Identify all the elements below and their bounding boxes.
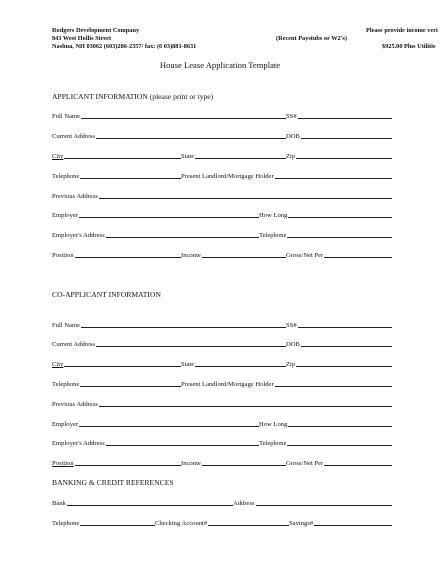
- zip-label: Zip: [286, 153, 296, 160]
- bank-label: Bank: [52, 500, 66, 507]
- page-title: House Lease Application Template: [159, 60, 281, 70]
- employer-telephone-label: Telephone: [259, 232, 287, 239]
- city-label: City: [52, 153, 64, 160]
- co-telephone-label: Telephone: [52, 381, 80, 388]
- banking-row-bank: [52, 498, 392, 507]
- city-field[interactable]: [52, 158, 392, 159]
- bank-address-label: Address: [233, 500, 255, 507]
- ss-label: SS#: [286, 113, 297, 120]
- applicant-row-previous: [52, 191, 392, 200]
- co-landlord-label: Present Landlord/Mortgage Holder: [181, 381, 274, 388]
- co-ss-label: SS#: [286, 322, 297, 329]
- co-employer-label: Employer: [52, 421, 79, 428]
- co-current-address-label: Current Address: [52, 341, 96, 348]
- bank-telephone-field[interactable]: [52, 525, 392, 526]
- coapplicant-row-address: [52, 339, 392, 348]
- coapplicant-row-previous: [52, 399, 392, 408]
- co-full-name-field[interactable]: [52, 327, 392, 328]
- co-dob-label: DOB: [286, 341, 300, 348]
- gross-net-label: Gross/Net Per: [286, 252, 324, 259]
- company-city-phone: Nashua, NH 03062 (603)286-2357/ fax: (6 03)881-8631: [52, 43, 197, 50]
- co-position-label: Position: [52, 460, 74, 467]
- position-field[interactable]: [52, 257, 392, 258]
- applicant-row-city: [52, 151, 392, 160]
- employer-field[interactable]: [52, 217, 392, 218]
- applicant-row-employer: [52, 210, 392, 219]
- coapplicant-row-employer: [52, 419, 392, 428]
- bank-field[interactable]: [52, 505, 392, 506]
- company-name: Rodgers Development Company: [52, 27, 140, 34]
- coapplicant-heading: CO-APPLICANT INFORMATION: [52, 290, 161, 299]
- employer-label: Employer: [52, 212, 79, 219]
- co-city-field[interactable]: [52, 366, 392, 367]
- landlord-label: Present Landlord/Mortgage Holder: [181, 173, 274, 180]
- co-employer-field[interactable]: [52, 426, 392, 427]
- current-address-field[interactable]: [52, 138, 392, 139]
- current-address-label: Current Address: [52, 133, 96, 140]
- co-gross-net-label: Gross/Net Per: [286, 460, 324, 467]
- previous-address-label: Previous Address: [52, 193, 98, 200]
- coapplicant-row-telephone: [52, 379, 392, 388]
- previous-address-field[interactable]: [52, 198, 392, 199]
- full-name-field[interactable]: [52, 118, 392, 119]
- coapplicant-row-city: [52, 359, 392, 368]
- applicant-row-telephone: [52, 171, 392, 180]
- co-full-name-label: Full Name: [52, 322, 81, 329]
- co-income-label: Income: [181, 460, 201, 467]
- applicant-row-position: [52, 250, 392, 259]
- telephone-label: Telephone: [52, 173, 80, 180]
- rent-fee: $925.00 Plus Utilitie: [382, 43, 436, 50]
- coapplicant-row-position: [52, 458, 392, 467]
- employers-address-label: Employer's Address: [52, 232, 105, 239]
- co-employers-address-label: Employer's Address: [52, 440, 105, 447]
- how-long-label: How Long: [259, 212, 288, 219]
- coapplicant-row-employer-address: [52, 438, 392, 447]
- co-how-long-label: How Long: [259, 421, 288, 428]
- co-city-label: City: [52, 361, 64, 368]
- co-state-label: State: [181, 361, 195, 368]
- company-street: 843 West Hollis Street: [52, 35, 112, 42]
- co-previous-address-field[interactable]: [52, 406, 392, 407]
- paystubs-note: (Recent Paystubs or W2's): [276, 35, 347, 42]
- full-name-label: Full Name: [52, 113, 81, 120]
- state-label: State: [181, 153, 195, 160]
- co-position-field[interactable]: [52, 465, 392, 466]
- applicant-row-employer-address: [52, 230, 392, 239]
- applicant-row-name: [52, 111, 392, 120]
- applicant-row-address: [52, 131, 392, 140]
- banking-heading: BANKING & CREDIT REFERENCES: [52, 478, 174, 487]
- coapplicant-row-name: [52, 320, 392, 329]
- co-current-address-field[interactable]: [52, 346, 392, 347]
- co-employer-telephone-label: Telephone: [259, 440, 287, 447]
- position-label: Position: [52, 252, 74, 259]
- bank-telephone-label: Telephone: [52, 520, 80, 527]
- banking-row-accounts: [52, 518, 392, 527]
- income-label: Income: [181, 252, 201, 259]
- savings-label: Savings#: [289, 520, 314, 527]
- applicant-heading: APPLICANT INFORMATION (please print or type): [52, 92, 214, 101]
- income-verification-note: Please provide income veri: [366, 27, 438, 34]
- co-previous-address-label: Previous Address: [52, 401, 98, 408]
- co-zip-label: Zip: [286, 361, 296, 368]
- dob-label: DOB: [286, 133, 300, 140]
- checking-account-label: Checking Account#: [155, 520, 208, 527]
